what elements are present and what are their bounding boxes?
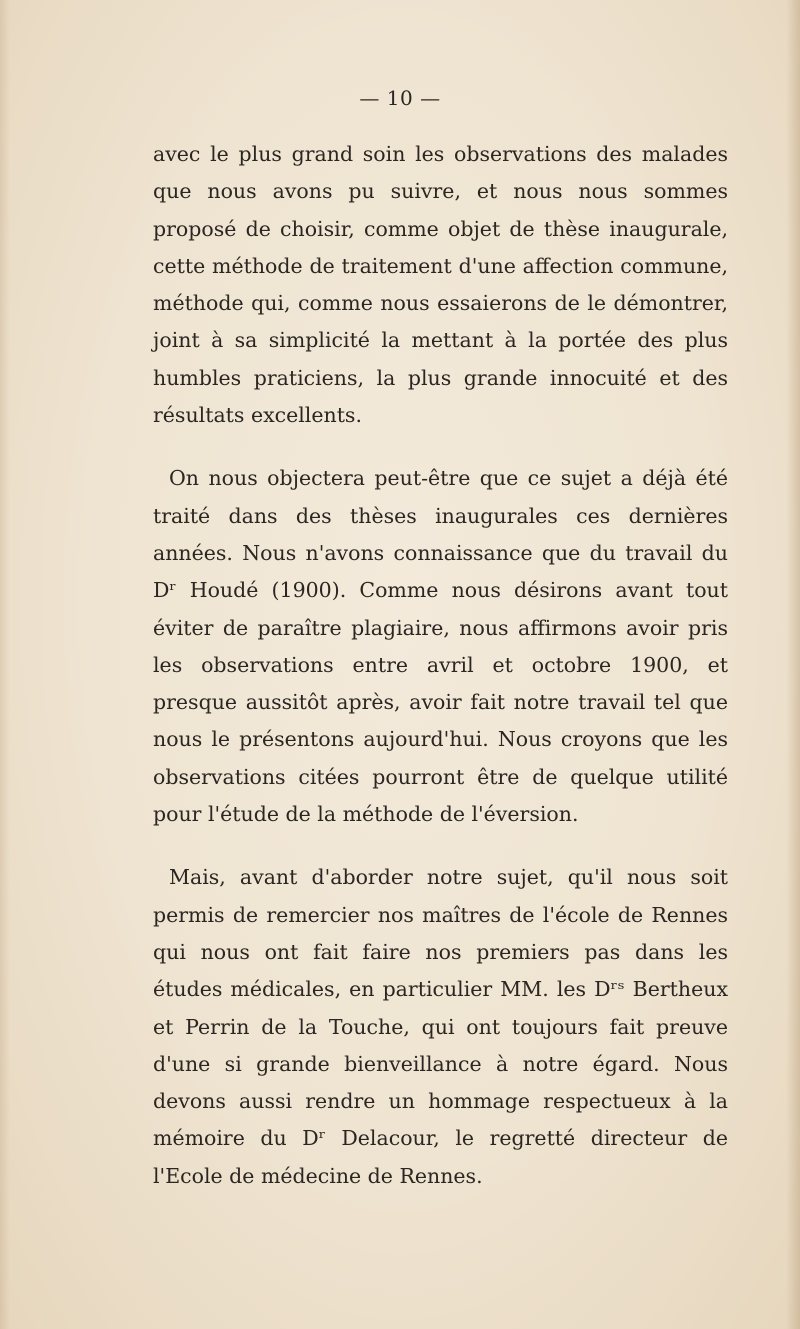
page-edge-left (0, 0, 10, 1329)
paragraph-3: Mais, avant d'aborder notre sujet, qu'il nous soit permis de remercier nos maîtres de l'école de Rennes qui nous ont fait faire nos premiers pas dans les études médicales, en particulier MM. les Dʳˢ Bertheux et Perrin de la Touche, qui ont toujours fait preuve d'une si grande bienveillance à notre égard. Nous devons aussi rendre un hommage respectueux à la mémoire du Dʳ Delacour, le regretté directeur de l'Ecole de médecine de Rennes. (153, 865, 728, 1188)
paragraph-1: avec le plus grand soin les observations des malades que nous avons pu suivre, et nous nous sommes proposé de choisir, comme objet de thèse inaugurale, cette méthode de traitement d'une affection commune, méthode qui, comme nous essaierons de le démontrer, joint à sa simplicité la mettant à la portée des plus humbles praticiens, la plus grande innocuité et des résultats excellents. (153, 142, 728, 428)
page-number: — 10 — (359, 86, 441, 110)
paragraph-2: On nous objectera peut-être que ce sujet a déjà été traité dans des thèses inaugurales ces dernières années. Nous n'avons connaissance que du travail du Dʳ Houdé (1900). Comme nous désirons avant tout éviter de paraître plagiaire, nous affirmons avoir pris les observations entre avril et octobre 1900, et presque aussitôt après, avoir fait notre travail tel que nous le présentons aujourd'hui. Nous croyons que les observations citées pourront être de quelque utilité pour l'étude de la méthode de l'éversion. (153, 466, 728, 827)
body-text (153, 136, 728, 1195)
page-edge-right (786, 0, 800, 1329)
